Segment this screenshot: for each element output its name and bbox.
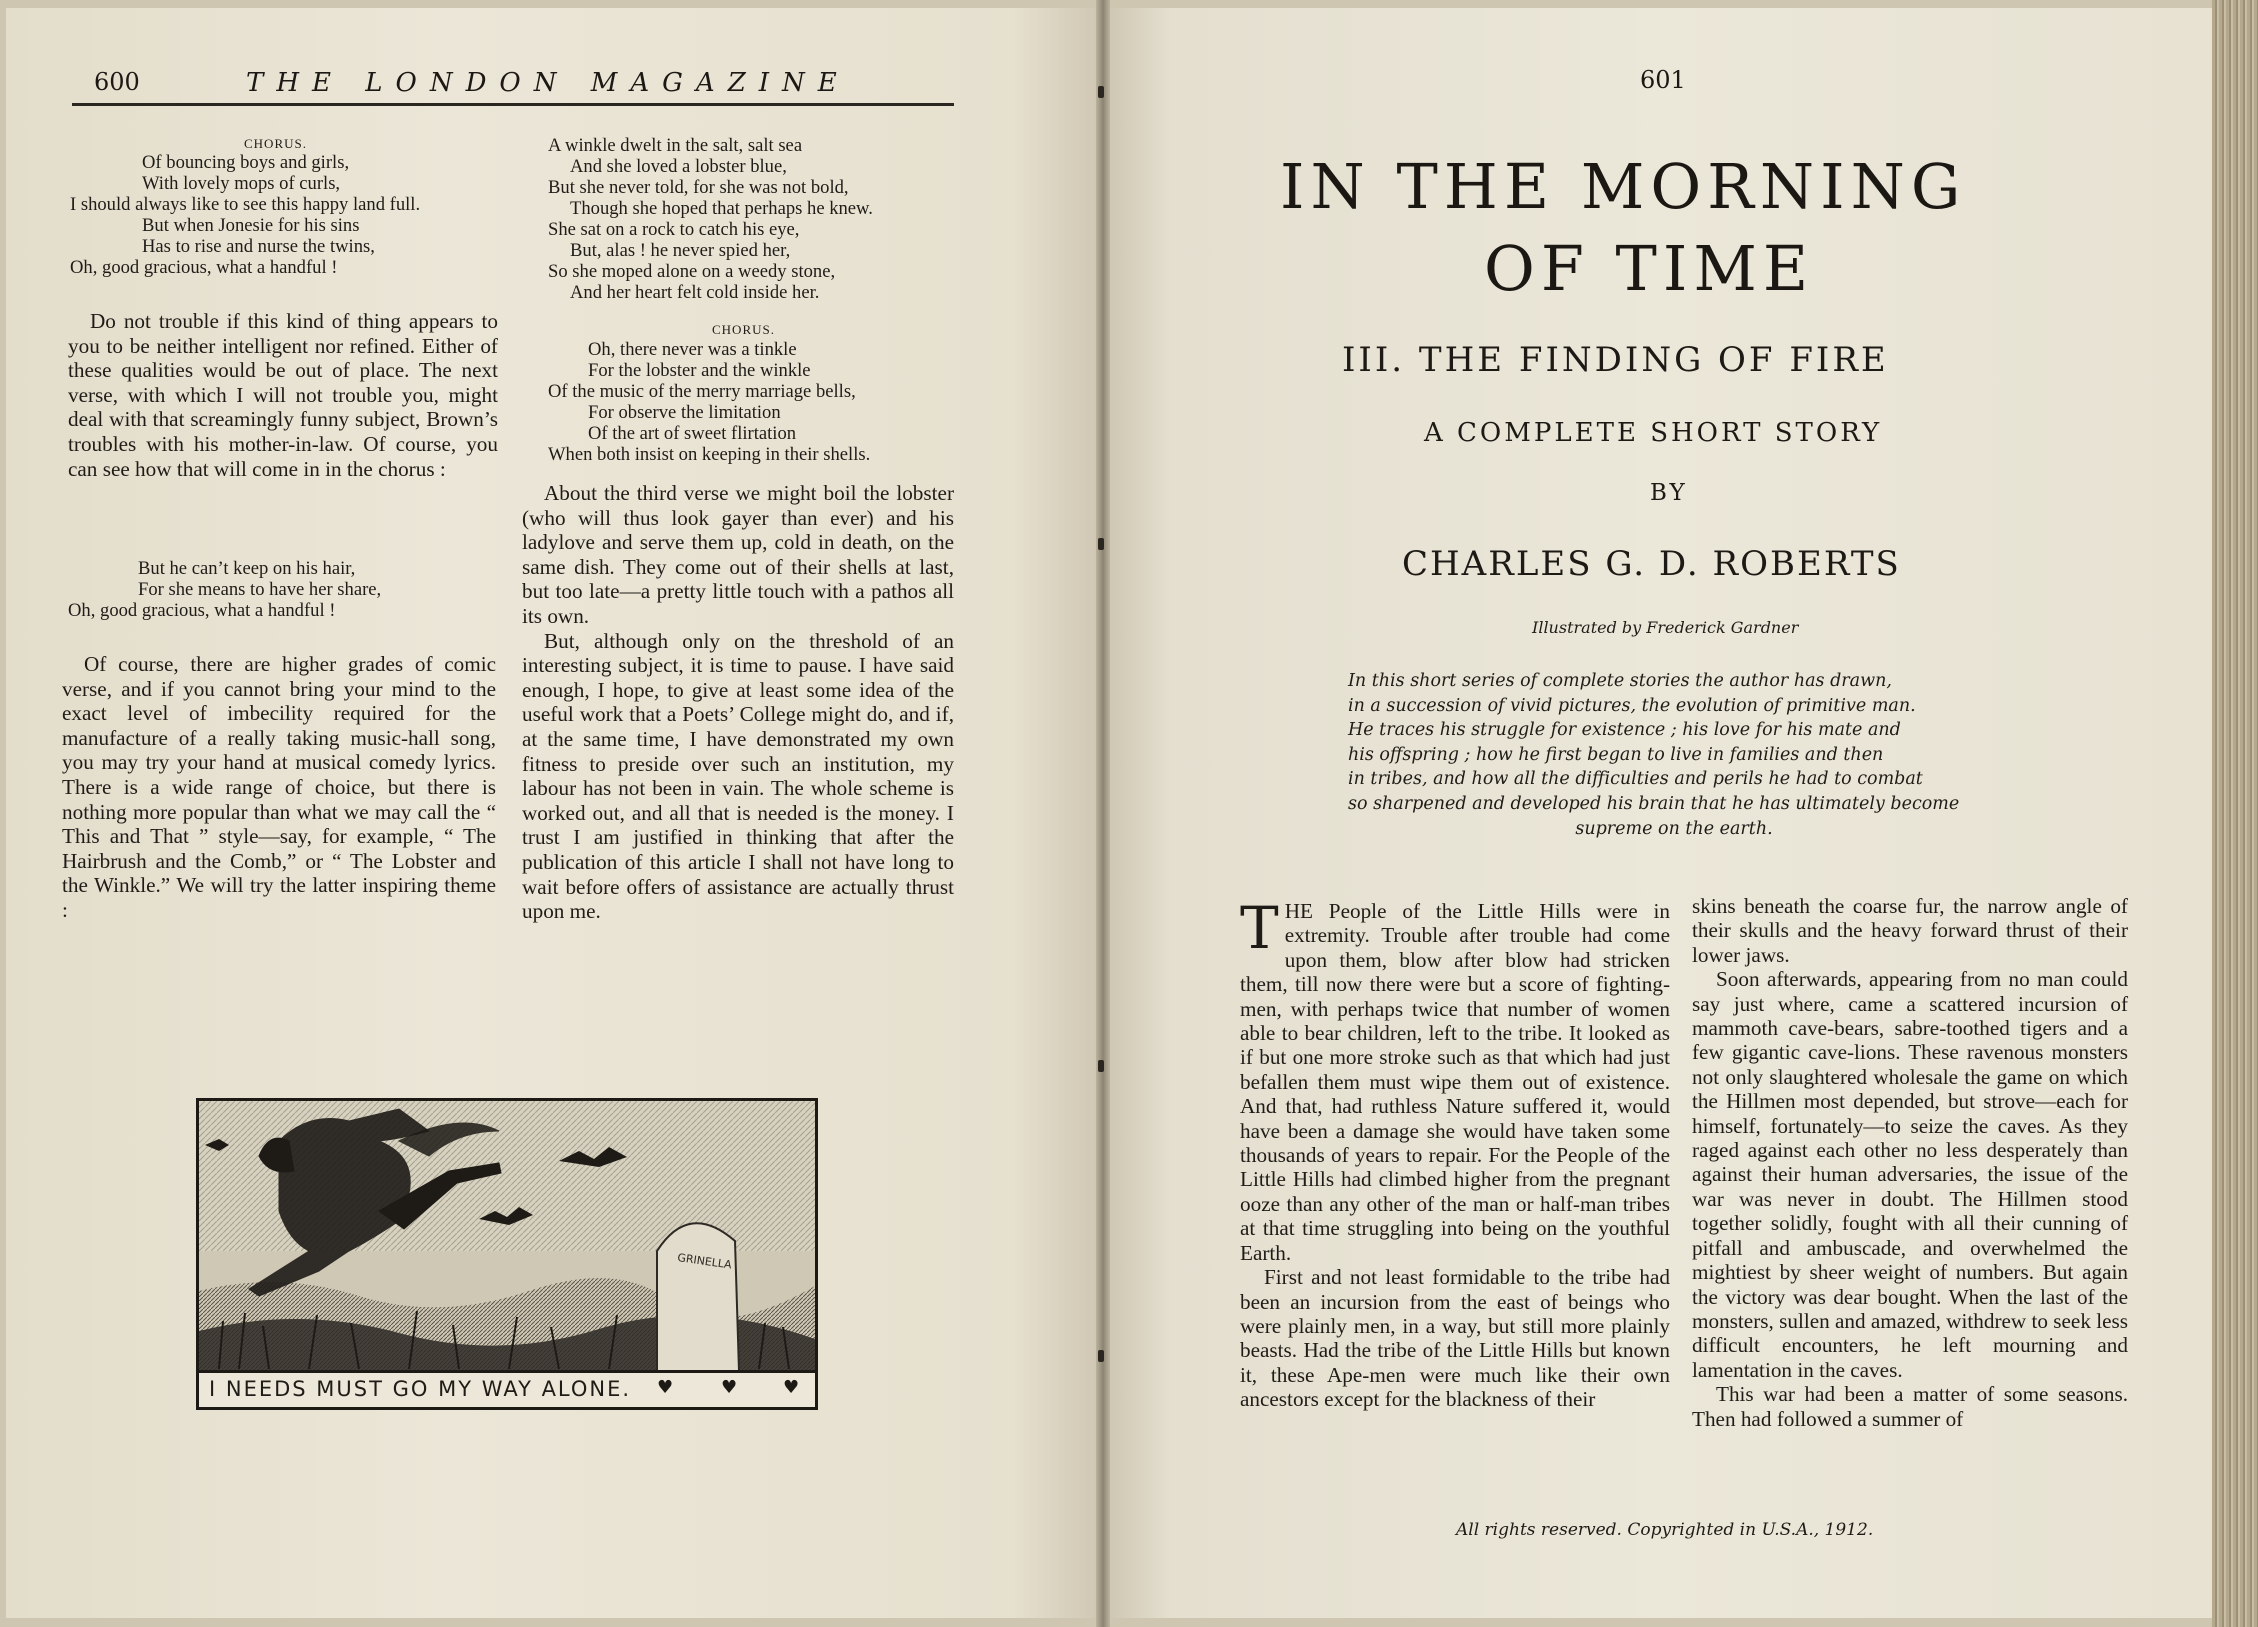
story-title-line1: IN THE MORNING (1280, 150, 1967, 223)
intro-line: He traces his struggle for existence ; his love for his mate and (1348, 720, 1901, 741)
verse-line: She sat on a rock to catch his eye, (548, 219, 800, 240)
page-number-left: 600 (94, 68, 140, 96)
paragraph-text: Of course, there are higher grades of comic verse, and if you cannot bring your mind to the exact level of imbecility required for the manufacture of a really taking music-hall song, you may try your hand at musical comedy lyrics. There is a wide range of choice, but there is nothing more popular than what we may call the “ This and That ” style—say, for example, “ The Hairbrush and the Comb,” or “ The Lobster and the Winkle.” We will try the latter inspiring theme : (62, 652, 496, 922)
verse-line: Oh, there never was a tinkle (588, 339, 797, 360)
byline-by: BY (1650, 480, 1688, 506)
story-paragraph: skins beneath the coarse fur, the narrow angle of their skulls and the heavy forward thrust of their lower jaws. (1692, 894, 2128, 967)
story-paragraph: This war had been a matter of some seasons. Then had followed a summer of (1692, 1382, 2128, 1431)
intro-line: so sharpened and developed his brain that he has ultimately become (1348, 793, 1960, 814)
binding-stitch (1098, 86, 1104, 98)
intro-line: In this short series of complete stories the author has drawn, (1348, 671, 1892, 691)
story-type: A COMPLETE SHORT STORY (1424, 418, 1883, 448)
heart-icon: ♥ (721, 1377, 738, 1398)
story-column-2 (1692, 894, 2128, 1431)
paragraph-text: But, although only on the threshold of an interesting subject, it is time to pause. I have said enough, I hope, to give at least some idea of the useful work that a Poets’ College might do, and if, at the same time, I have demonstrated my own fitness to preside over such an institution, my labour has not been in vain. The whole scheme is worked out, and all that is needed is the money. I trust I am justified in thinking that after the publication of this article I shall not have long to wait before offers of assistance are actually thrust upon me. (522, 628, 954, 924)
lobster-verse (548, 135, 873, 303)
chorus-label: CHORUS. (712, 322, 775, 337)
verse-line: A winkle dwelt in the salt, salt sea (548, 135, 803, 156)
verse-line: And her heart felt cold inside her. (570, 282, 820, 303)
story-title-line2: OF TIME (1484, 232, 1815, 305)
drop-cap: T (1240, 894, 1279, 962)
intro-line: in tribes, and how all the difficulties and perils he had to combat (1348, 769, 1923, 790)
paragraph-text: Do not trouble if this kind of thing appears to you to be neither intelligent nor refined. Either of these qualities would be out of place. The next verse, with which I will not trouble you, might deal with that screamingly funny subject, Brown’s troubles with his mother-in-law. Of course, you can see how that will come in in the chorus : (68, 309, 498, 481)
intro-line: in a succession of vivid pictures, the evolution of primitive man. (1348, 695, 1916, 716)
verse-line: Of the music of the merry marriage bells, (548, 381, 856, 402)
verse-line: And she loved a lobster blue, (570, 156, 787, 177)
verse-line: But he can’t keep on his hair, (138, 558, 356, 579)
gravestone-text: GRINELLA (676, 1251, 733, 1272)
page-edges (2212, 0, 2258, 1627)
header-rule (72, 103, 954, 106)
verse-line: For she means to have her share, (138, 579, 382, 600)
heart-icon: ♥ (783, 1377, 800, 1398)
copyright-footer: All rights reserved. Copyrighted in U.S.A., 1912. (1456, 1520, 1874, 1540)
story-column-1 (1240, 894, 1670, 1412)
intro-line: his offspring ; how he first began to live in families and then (1348, 744, 1884, 765)
story-subtitle: III. THE FINDING OF FIRE (1342, 340, 1889, 380)
heart-icon: ♥ (657, 1377, 674, 1398)
verse-line: Has to rise and nurse the twins, (142, 236, 375, 257)
verse-block (68, 558, 381, 621)
story-paragraph (1240, 894, 1670, 1265)
body-paragraph (68, 309, 498, 481)
verse-line: For observe the limitation (588, 402, 781, 423)
illustration-caption (196, 1370, 818, 1410)
verse-line: Of bouncing boys and girls, (142, 152, 350, 173)
story-paragraph: Soon afterwards, appearing from no man could say just where, came a scattered incursion of mammoth cave-bears, sabre-toothed tigers and a few gigantic cave-lions. These ravenous monsters not only slaughtered wholesale the game on which the Hillmen most depended, but strove—each for himself, fortunately—to seize the caves. As they raged against each other no less desperately than against their human adversaries, the issue of the war was never in doubt. The Hillmen stood together solidly, fought with all their cunning of pitfall and ambuscade, and overwhelmed the mightiest by sheer weight of numbers. But again the victory was dear bought. When the last of the monsters, sullen and amazed, withdrew to seek less difficult encounters, he left mourning and lamentation in the caves. (1692, 967, 2128, 1382)
book-gutter (1096, 0, 1110, 1627)
chorus-label: CHORUS. (244, 136, 307, 151)
illustration (196, 1098, 818, 1408)
verse-line: Oh, good gracious, what a handful ! (70, 257, 338, 278)
running-head: THE LONDON MAGAZINE (246, 68, 850, 98)
verse-line: So she moped alone on a weedy stone, (548, 261, 836, 282)
chorus-verse (70, 152, 420, 278)
story-text: HE People of the Little Hills were in extremity. Trouble after trouble had come upon them, blow after blow had stricken them, till now there were but a score of fighting-men, with perhaps twice that number of women able to bear children, left to the tribe. It looked as if but one more stroke such as that which had just befallen them must wipe them out of existence. And that, had ruthless Nature suffered it, would have been a damage she would have taken some thousands of years to repair. For the People of the Little Hills had climbed higher from the pregnant ooze than any other of the man or half-man tribes at that time struggling into being on the youthful Earth. (1240, 899, 1670, 1265)
verse-line: But, alas ! he never spied her, (570, 240, 791, 261)
intro-line: supreme on the earth. (1575, 818, 1773, 839)
illustrator-credit: Illustrated by Frederick Gardner (1532, 618, 1799, 637)
page-number-right: 601 (1640, 66, 1686, 94)
story-intro (1348, 669, 2000, 841)
verse-line: Oh, good gracious, what a handful ! (68, 600, 336, 621)
verse-line: When both insist on keeping in their shells. (548, 444, 871, 465)
body-paragraph (62, 652, 496, 923)
verse-line: Of the art of sweet flirtation (588, 423, 797, 444)
author-name: CHARLES G. D. ROBERTS (1402, 544, 1901, 584)
story-paragraph: First and not least formidable to the tribe had been an incursion from the east of beings who were plainly men, in a way, but still more plainly beasts. Had the tribe of the Little Hills but known it, these Ape-men were much like their own ancestors except for the blackness of their (1240, 1265, 1670, 1412)
paragraph-text: About the third verse we might boil the lobster (who will thus look gayer than ever) and his ladylove and serve them up, cold in death, on the same dish. They come out of their shells at last, but too late—a pretty little touch with a pathos all its own. (522, 481, 954, 628)
binding-stitch (1098, 1350, 1104, 1362)
verse-line: But she never told, for she was not bold, (548, 177, 849, 198)
binding-stitch (1098, 1060, 1104, 1072)
verse-line: For the lobster and the winkle (588, 360, 811, 381)
illustration-drawing (199, 1101, 815, 1371)
binding-stitch (1098, 538, 1104, 550)
verse-line: Though she hoped that perhaps he knew. (570, 198, 873, 219)
caption-text: I NEEDS MUST GO MY WAY ALONE. (209, 1377, 632, 1401)
verse-line: I should always like to see this happy land full. (70, 194, 421, 215)
chorus-verse (548, 339, 870, 465)
verse-line: With lovely mops of curls, (142, 173, 341, 194)
body-column-right (522, 481, 954, 924)
verse-line: But when Jonesie for his sins (142, 215, 360, 236)
